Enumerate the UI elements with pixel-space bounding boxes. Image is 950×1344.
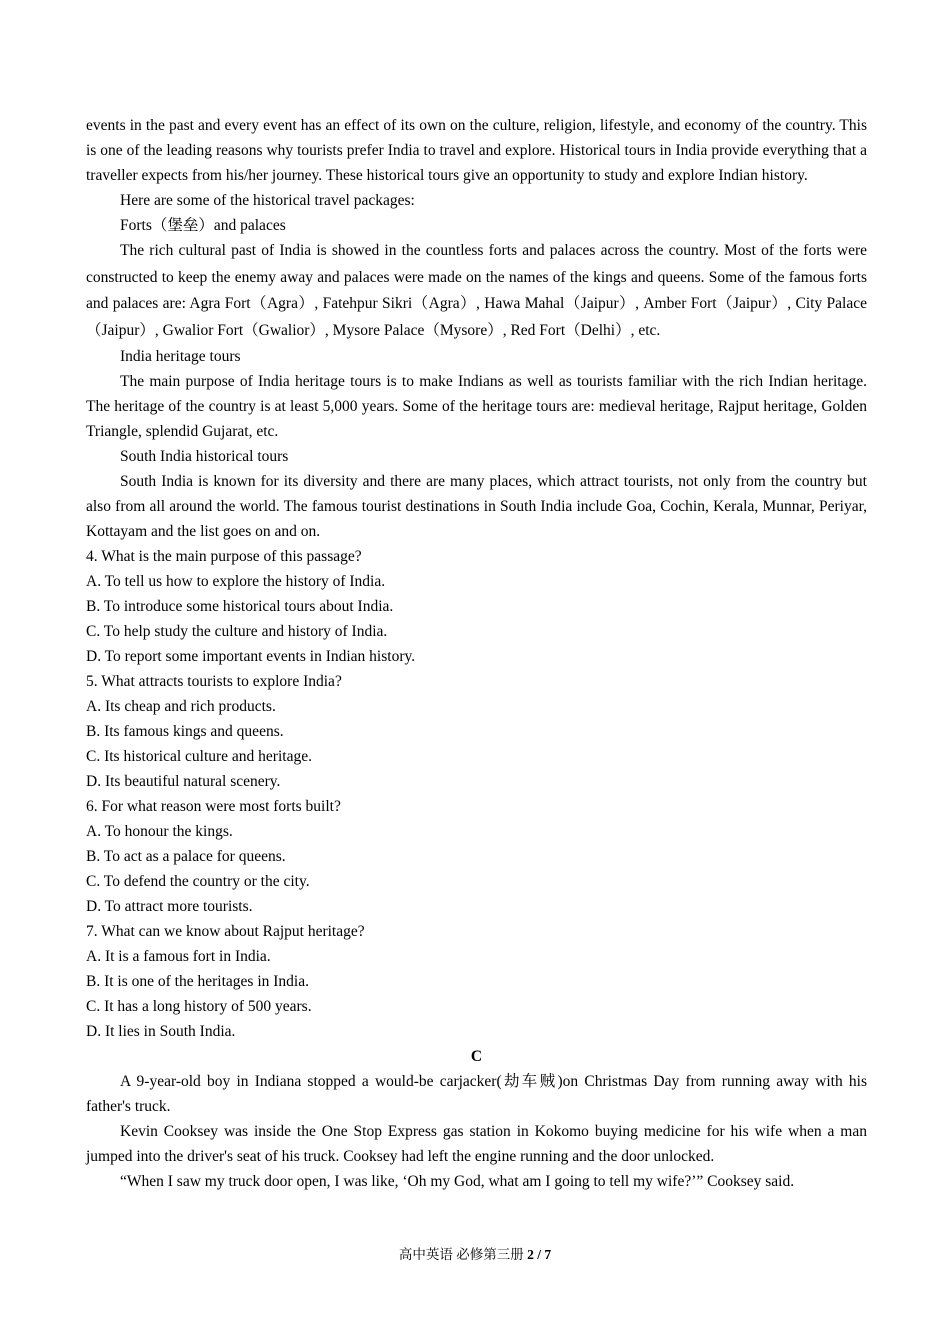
question-7	[86, 919, 867, 1044]
question-stem: 6. For what reason were most forts built?	[86, 798, 341, 815]
section-heading-c: C	[470, 1048, 483, 1065]
question-5	[86, 669, 867, 794]
option-b: B. To introduce some historical tours about India.	[86, 598, 394, 615]
passage-c-paragraph-1: A 9-year-old boy in Indiana stopped a would-be carjacker(劫车贼)on Christmas Day from running away with his father's truck.	[86, 1073, 867, 1115]
question-4	[86, 544, 867, 669]
passage-c-paragraph-2: Kevin Cooksey was inside the One Stop Express gas station in Kokomo buying medicine for his wife when a man jumped into the driver's seat of his truck. Cooksey had left the engine running and the door unlocked.	[86, 1123, 867, 1165]
option-a: A. It is a famous fort in India.	[86, 948, 271, 965]
question-stem: 5. What attracts tourists to explore India?	[86, 673, 342, 690]
option-a: A. To honour the kings.	[86, 823, 233, 840]
option-c: C. Its historical culture and heritage.	[86, 748, 312, 765]
section-title-heritage: India heritage tours	[120, 348, 241, 365]
option-c: C. To help study the culture and history of India.	[86, 623, 388, 640]
option-a: A. Its cheap and rich products.	[86, 698, 276, 715]
section-body-heritage: The main purpose of India heritage tours is to make Indians as well as tourists familiar with the rich Indian heritage. The heritage of the country is at least 5,000 years. Some of the heritage tours are: medieval heritage, Rajput heritage, Golden Triangle, splendid Gujarat, etc.	[86, 373, 867, 440]
option-b: B. Its famous kings and queens.	[86, 723, 284, 740]
question-stem: 4. What is the main purpose of this passage?	[86, 548, 362, 565]
option-b: B. It is one of the heritages in India.	[86, 973, 309, 990]
option-c: C. To defend the country or the city.	[86, 873, 310, 890]
section-body-forts: The rich cultural past of India is showed in the countless forts and palaces across the country. Most of the forts were constructed to keep the enemy away and palaces were made on the names of the kings and queens. Some of the famous forts and palaces are: Agra Fort（Agra）, Fatehpur Sikri（Agra）, Hawa Mahal（Jaipur）, Amber Fort（Jaipur）, City Palace（Jaipur）, Gwalior Fort（Gwalior）, Mysore Palace（Mysore）, Red Fort（Delhi）, etc.	[86, 242, 867, 339]
section-title-south-india: South India historical tours	[120, 448, 289, 465]
question-stem: 7. What can we know about Rajput heritage?	[86, 923, 365, 940]
passage-b-intro: events in the past and every event has an effect of its own on the culture, religion, lifestyle, and economy of the country. This is one of the leading reasons why tourists prefer India to travel and explore. Historical tours in India provide everything that a traveller expects from his/her journey. These historical tours give an opportunity to study and explore Indian history.	[86, 117, 867, 184]
page-footer	[0, 1246, 950, 1264]
passage-c-paragraph-3: “When I saw my truck door open, I was like, ‘Oh my God, what am I going to tell my wife?’” Cooksey said.	[120, 1173, 795, 1190]
option-b: B. To act as a palace for queens.	[86, 848, 286, 865]
option-d: D. To attract more tourists.	[86, 898, 253, 915]
option-a: A. To tell us how to explore the history of India.	[86, 573, 386, 590]
option-d: D. Its beautiful natural scenery.	[86, 773, 281, 790]
document-page	[86, 113, 867, 1194]
question-6	[86, 794, 867, 919]
page-number: 2 / 7	[527, 1247, 552, 1262]
option-c: C. It has a long history of 500 years.	[86, 998, 312, 1015]
packages-intro: Here are some of the historical travel packages:	[120, 192, 415, 209]
section-body-south-india: South India is known for its diversity and there are many places, which attract tourists, not only from the country but also from all around the world. The famous tourist destinations in South India include Goa, Cochin, Kerala, Munnar, Periyar, Kottayam and the list goes on and on.	[86, 473, 867, 540]
option-d: D. It lies in South India.	[86, 1023, 236, 1040]
section-title-forts: Forts（堡垒）and palaces	[120, 217, 286, 234]
footer-subject: 高中英语 必修第三册	[398, 1247, 524, 1262]
option-d: D. To report some important events in Indian history.	[86, 648, 416, 665]
